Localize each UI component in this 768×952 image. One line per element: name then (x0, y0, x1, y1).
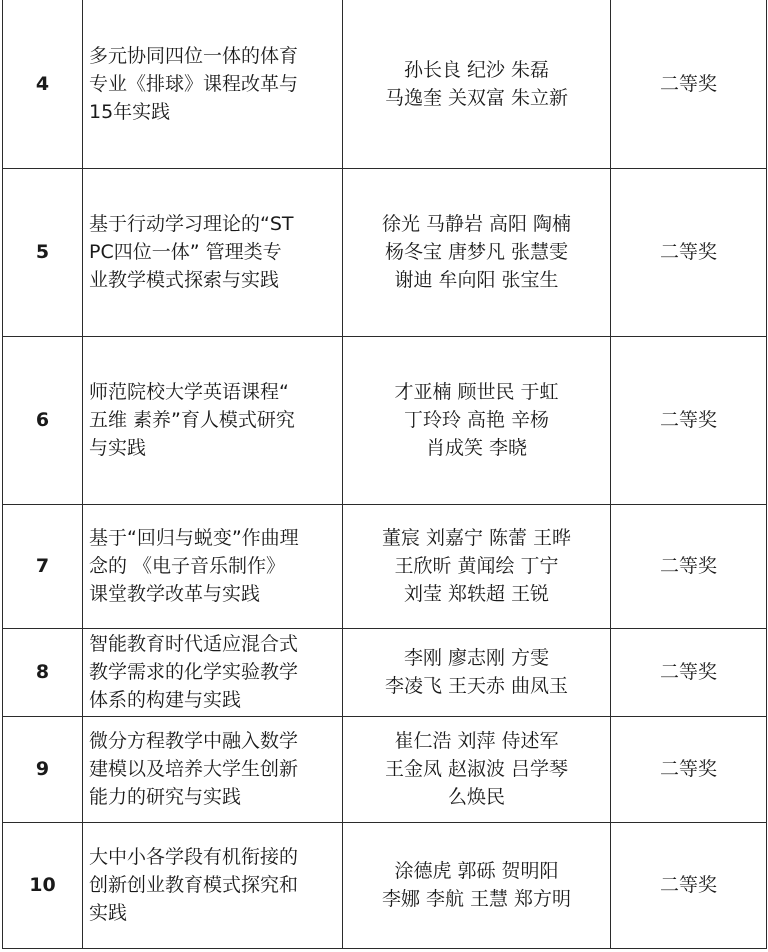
members-line: 王金凤 赵淑波 吕学琴 (384, 758, 569, 780)
members-line: 孙长良 纪沙 朱磊 (403, 58, 550, 81)
title-line: 实践 (89, 902, 128, 924)
project-title (83, 822, 343, 948)
title-line: 微分方程教学中融入数学 (89, 730, 299, 752)
members-line: 马逸奎 关双富 朱立新 (384, 86, 569, 109)
members-line: 丁玲玲 高艳 辛杨 (403, 409, 550, 431)
project-title (83, 504, 343, 628)
award-level: 二等奖 (611, 0, 767, 168)
members-line: 谢迪 牟向阳 张宝生 (394, 269, 559, 291)
title-line: 五维 素养”育人模式研究 (89, 409, 295, 431)
project-title (83, 716, 343, 822)
title-line: 基于“回归与蜕变”作曲理 (89, 527, 299, 549)
title-line: 教学需求的化学实验教学 (89, 661, 299, 683)
award-table-body (3, 0, 767, 948)
team-members (343, 168, 611, 336)
table-row (3, 716, 767, 822)
award-level: 二等奖 (611, 336, 767, 504)
title-line: 智能教育时代适应混合式 (89, 633, 299, 655)
award-level: 二等奖 (611, 628, 767, 716)
team-members (343, 716, 611, 822)
team-members (343, 0, 611, 168)
table-row (3, 336, 767, 504)
members-line: 刘莹 郑轶超 王锐 (403, 583, 550, 605)
title-line: 念的 《电子音乐制作》 (89, 555, 286, 577)
table-row (3, 0, 767, 168)
row-number: 7 (3, 504, 83, 628)
members-line: 李娜 李航 王慧 郑方明 (381, 888, 572, 910)
award-level: 二等奖 (611, 822, 767, 948)
members-line: 董宸 刘嘉宁 陈蕾 王晔 (381, 527, 572, 549)
row-number: 5 (3, 168, 83, 336)
title-line: 师范院校大学英语课程“ (89, 381, 289, 403)
title-line: 多元协同四位一体的体育 (89, 44, 299, 67)
row-number: 6 (3, 336, 83, 504)
award-level: 二等奖 (611, 168, 767, 336)
table-row (3, 504, 767, 628)
members-line: 王欣昕 黄闻绘 丁宁 (394, 555, 559, 577)
members-line: 李凌飞 王天赤 曲凤玉 (384, 675, 569, 697)
team-members (343, 504, 611, 628)
row-number: 8 (3, 628, 83, 716)
award-table (2, 0, 767, 949)
project-title (83, 0, 343, 168)
row-number: 9 (3, 716, 83, 822)
team-members (343, 822, 611, 948)
award-level: 二等奖 (611, 504, 767, 628)
team-members (343, 628, 611, 716)
title-line: 15年实践 (89, 100, 171, 123)
table-row (3, 628, 767, 716)
title-line: 创新创业教育模式探究和 (89, 874, 299, 896)
table-row (3, 168, 767, 336)
row-number: 4 (3, 0, 83, 168)
project-title (83, 628, 343, 716)
members-line: 么焕民 (447, 786, 505, 808)
title-line: 基于行动学习理论的“ST (89, 213, 294, 235)
team-members (343, 336, 611, 504)
title-line: 大中小各学段有机衔接的 (89, 846, 299, 868)
table-row (3, 822, 767, 948)
members-line: 崔仁浩 刘萍 侍述军 (394, 730, 559, 752)
title-line: 与实践 (89, 437, 147, 459)
members-line: 徐光 马静岩 高阳 陶楠 (381, 213, 572, 235)
project-title (83, 336, 343, 504)
title-line: 体系的构建与实践 (89, 689, 242, 711)
members-line: 才亚楠 顾世民 于虹 (394, 381, 559, 403)
award-level: 二等奖 (611, 716, 767, 822)
title-line: 专业《排球》课程改革与 (89, 72, 299, 95)
members-line: 李刚 廖志刚 方雯 (403, 647, 550, 669)
title-line: 建模以及培养大学生创新 (89, 758, 299, 780)
members-line: 肖成笑 李晓 (425, 437, 528, 459)
project-title (83, 168, 343, 336)
members-line: 涂德虎 郭砾 贺明阳 (394, 860, 559, 882)
title-line: PC四位一体” 管理类专 (89, 241, 282, 263)
members-line: 杨冬宝 唐梦凡 张慧雯 (384, 241, 569, 263)
title-line: 能力的研究与实践 (89, 786, 242, 808)
title-line: 课堂教学改革与实践 (89, 583, 261, 605)
title-line: 业教学模式探索与实践 (89, 269, 280, 291)
row-number: 10 (3, 822, 83, 948)
